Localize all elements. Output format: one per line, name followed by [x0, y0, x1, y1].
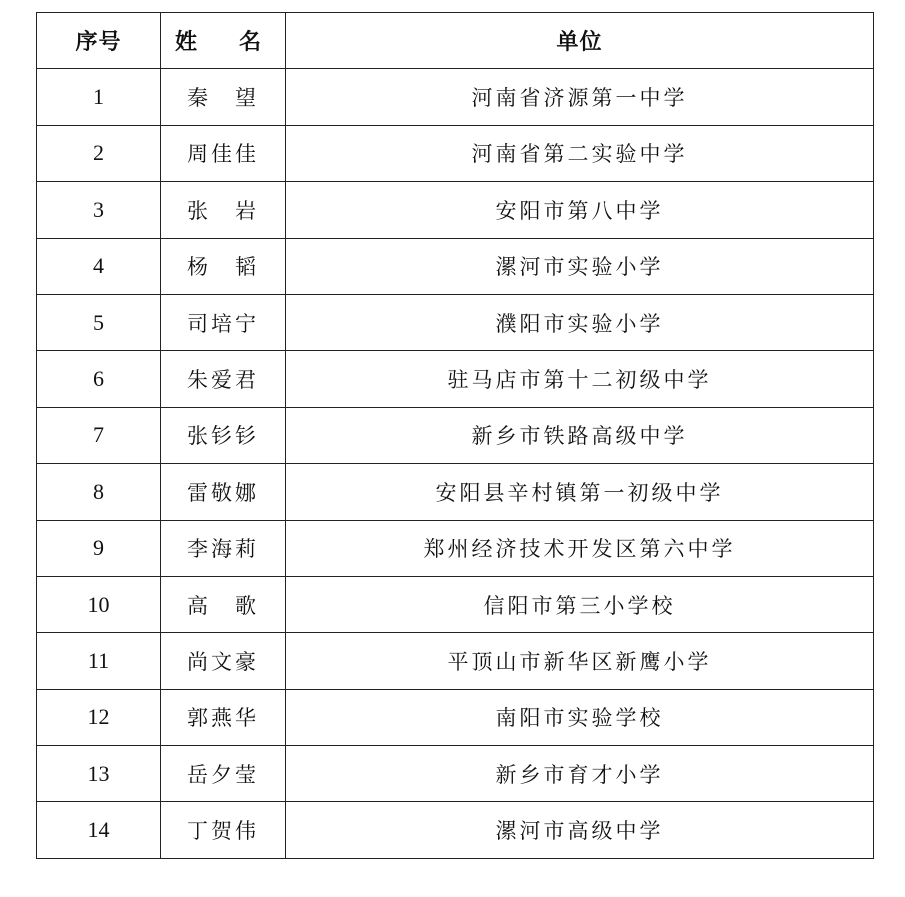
- name-cell: 张 岩: [161, 182, 286, 238]
- table-row: [37, 746, 874, 802]
- name-cell: 朱爱君: [161, 351, 286, 407]
- unit-cell: 河南省第二实验中学: [286, 125, 874, 181]
- name-cell: 周佳佳: [161, 125, 286, 181]
- table-row: [37, 351, 874, 407]
- serial-number-cell: 14: [37, 802, 161, 858]
- name-cell: 丁贺伟: [161, 802, 286, 858]
- name-cell: 尚文豪: [161, 633, 286, 689]
- serial-number-cell: 6: [37, 351, 161, 407]
- serial-number-cell: 12: [37, 689, 161, 745]
- serial-number-cell: 8: [37, 464, 161, 520]
- header-name: 姓 名: [161, 13, 286, 69]
- name-cell: 岳夕莹: [161, 746, 286, 802]
- serial-number-cell: 9: [37, 520, 161, 576]
- serial-number-cell: 10: [37, 576, 161, 632]
- table-header-row: [37, 13, 874, 69]
- table-row: [37, 689, 874, 745]
- serial-number-cell: 1: [37, 69, 161, 125]
- header-unit: 单位: [286, 13, 874, 69]
- table-body: [37, 69, 874, 858]
- name-cell: 郭燕华: [161, 689, 286, 745]
- serial-number-cell: 4: [37, 238, 161, 294]
- name-cell: 高 歌: [161, 576, 286, 632]
- table-row: [37, 464, 874, 520]
- table-row: [37, 238, 874, 294]
- unit-cell: 平顶山市新华区新鹰小学: [286, 633, 874, 689]
- name-cell: 司培宁: [161, 294, 286, 350]
- unit-cell: 濮阳市实验小学: [286, 294, 874, 350]
- unit-cell: 漯河市高级中学: [286, 802, 874, 858]
- unit-cell: 漯河市实验小学: [286, 238, 874, 294]
- unit-cell: 郑州经济技术开发区第六中学: [286, 520, 874, 576]
- serial-number-cell: 3: [37, 182, 161, 238]
- table-row: [37, 407, 874, 463]
- table-row: [37, 802, 874, 858]
- unit-cell: 新乡市育才小学: [286, 746, 874, 802]
- serial-number-cell: 5: [37, 294, 161, 350]
- header-serial-number: 序号: [37, 13, 161, 69]
- name-cell: 杨 韬: [161, 238, 286, 294]
- table-row: [37, 576, 874, 632]
- unit-cell: 信阳市第三小学校: [286, 576, 874, 632]
- table-row: [37, 633, 874, 689]
- roster-table-container: [36, 12, 873, 859]
- unit-cell: 河南省济源第一中学: [286, 69, 874, 125]
- table-row: [37, 294, 874, 350]
- name-cell: 张钐钐: [161, 407, 286, 463]
- table-row: [37, 182, 874, 238]
- serial-number-cell: 2: [37, 125, 161, 181]
- serial-number-cell: 13: [37, 746, 161, 802]
- table-row: [37, 520, 874, 576]
- name-cell: 李海莉: [161, 520, 286, 576]
- unit-cell: 新乡市铁路高级中学: [286, 407, 874, 463]
- name-cell: 秦 望: [161, 69, 286, 125]
- unit-cell: 安阳县辛村镇第一初级中学: [286, 464, 874, 520]
- unit-cell: 驻马店市第十二初级中学: [286, 351, 874, 407]
- unit-cell: 安阳市第八中学: [286, 182, 874, 238]
- serial-number-cell: 7: [37, 407, 161, 463]
- serial-number-cell: 11: [37, 633, 161, 689]
- unit-cell: 南阳市实验学校: [286, 689, 874, 745]
- roster-table: [36, 12, 874, 859]
- name-cell: 雷敬娜: [161, 464, 286, 520]
- table-row: [37, 69, 874, 125]
- table-row: [37, 125, 874, 181]
